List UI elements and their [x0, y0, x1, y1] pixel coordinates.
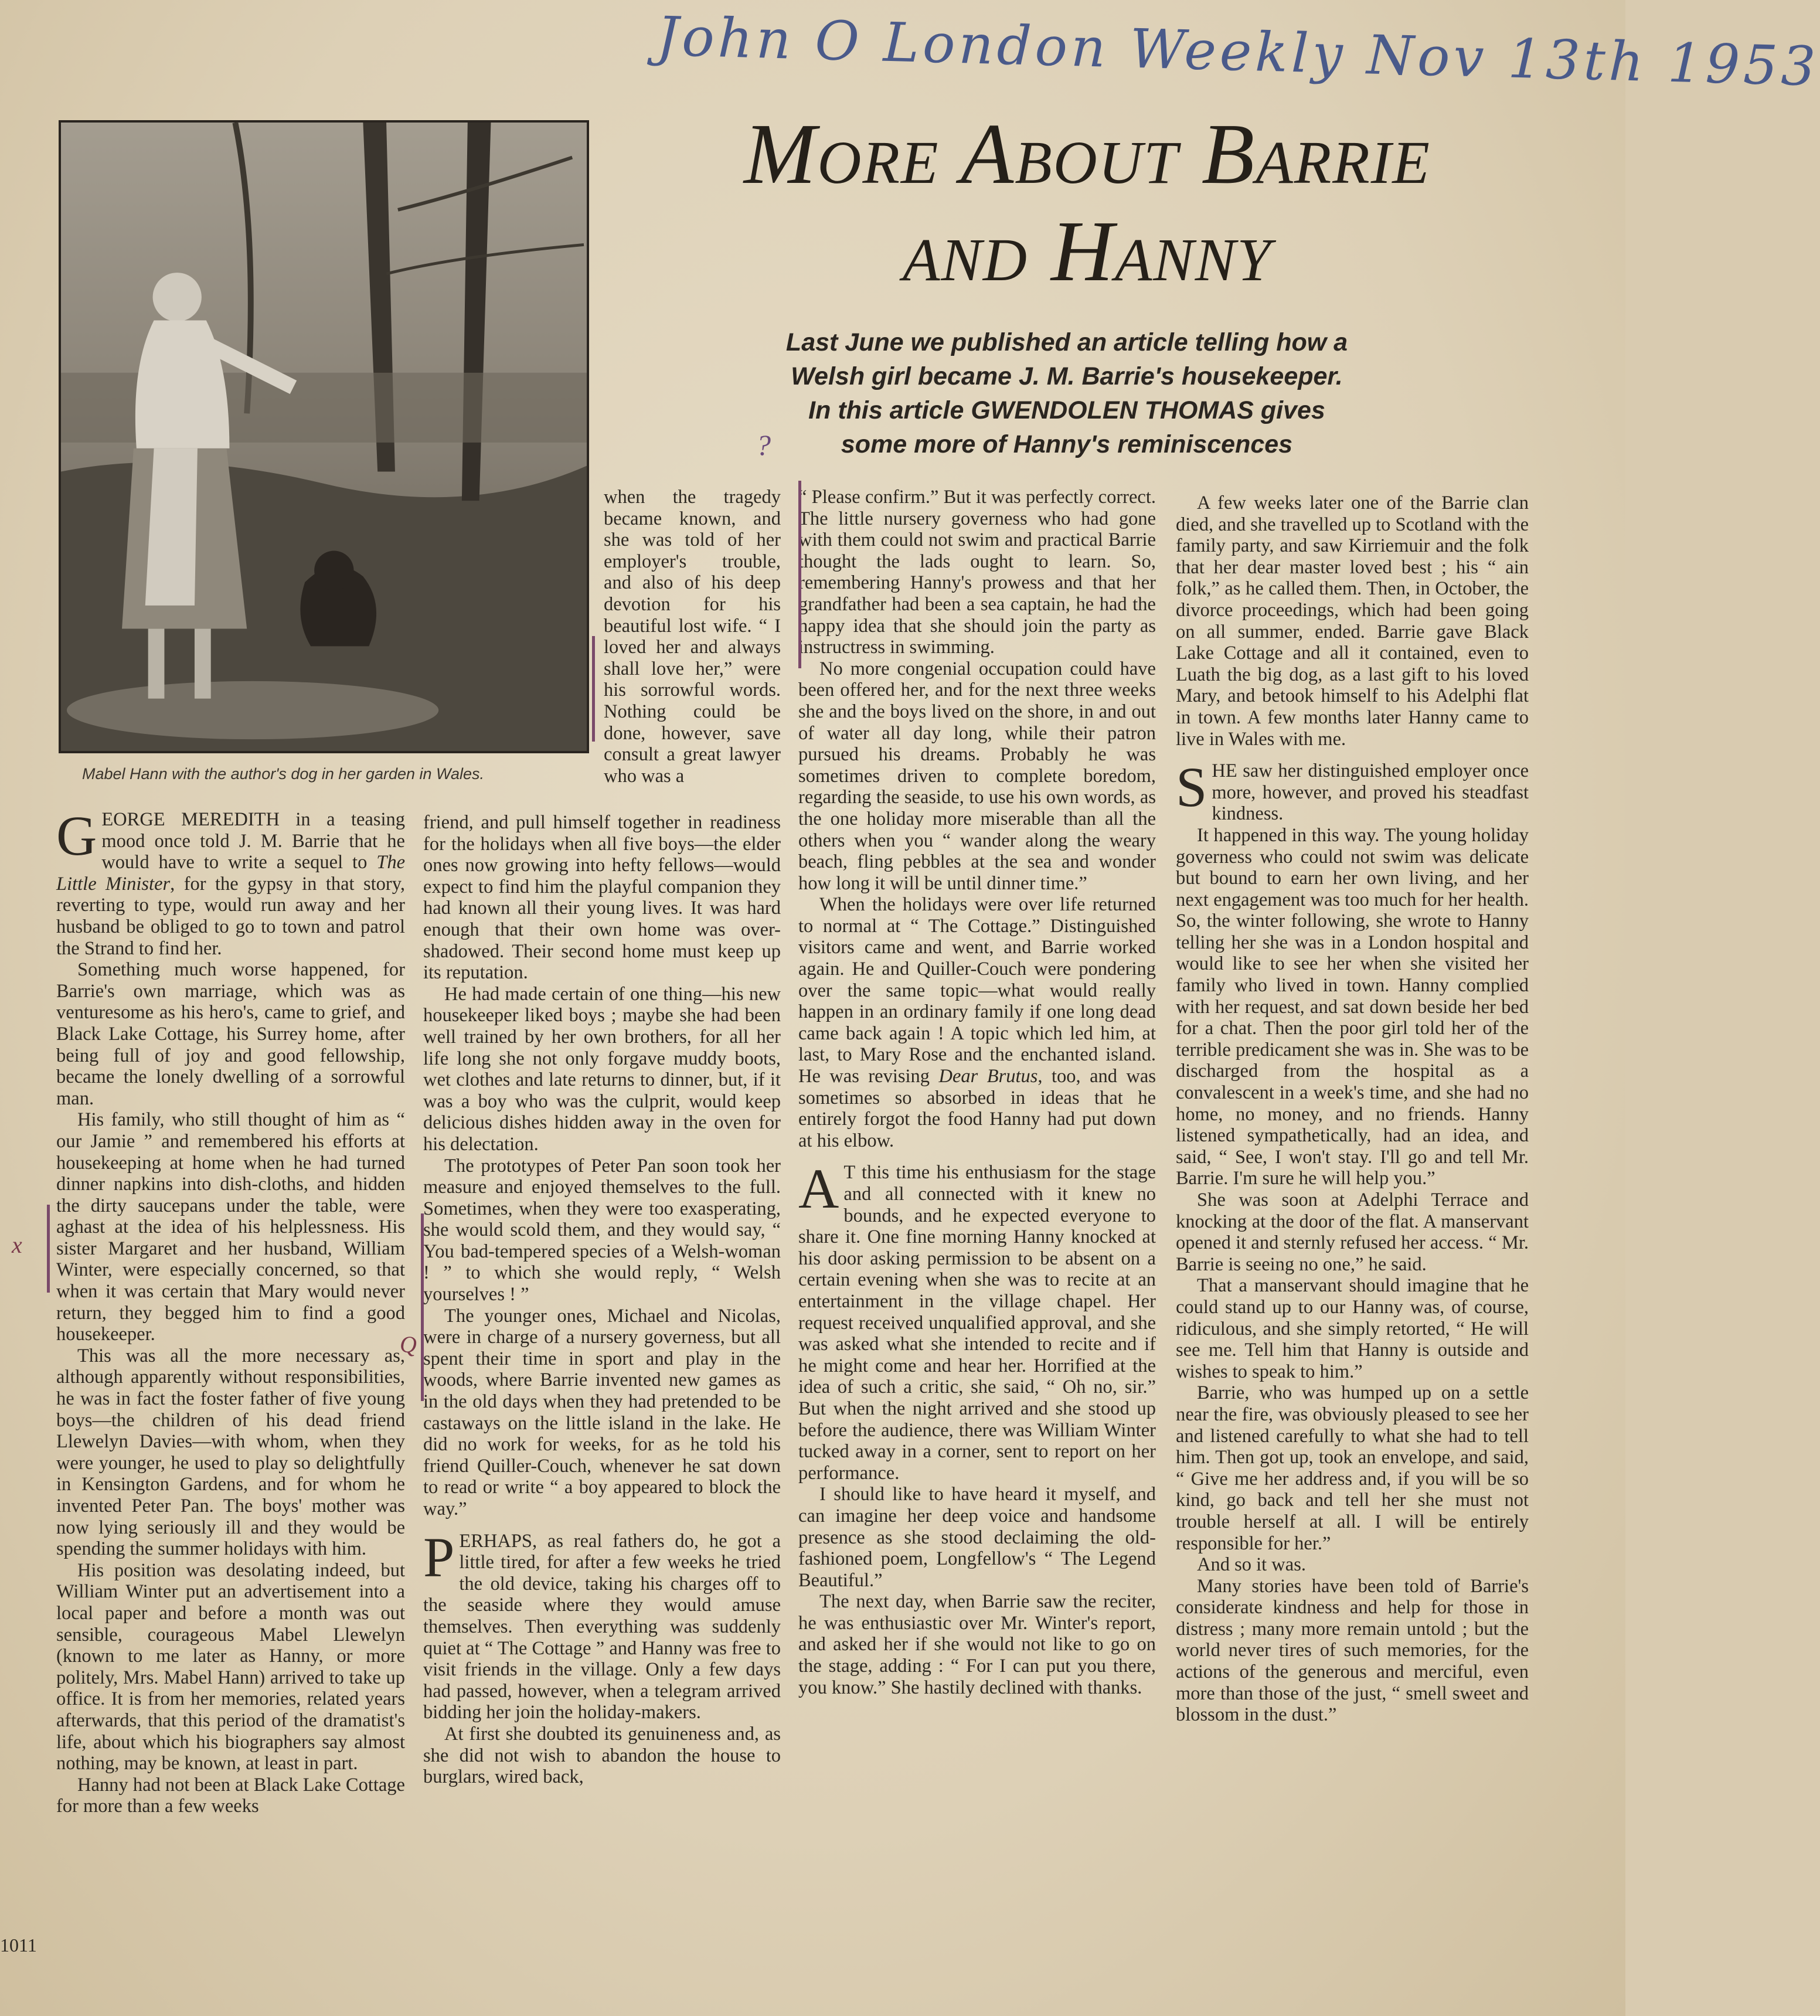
paragraph: Hanny had not been at Black Lake Cottage for more than a few weeks: [56, 1774, 405, 1817]
column-3: [798, 487, 1156, 1698]
column-4: [1176, 492, 1529, 1726]
paragraph: A few weeks later one of the Barrie clan died, and she travelled up to Scotland with the family party, and saw Kirriemuir and the folk that her dear master loved best ; his “ ain folk,” as he called them. Then, in October, the divorce proceedings, which had been going on all summer, ended. Barrie gave Black Lake Cottage and all it contained, even to Luath the big dog, as a last gift to his loved Mary, and betook himself to his Adelphi flat in town. A few months later Hanny came to live in Wales with me.: [1176, 492, 1529, 750]
book-title: The Little Minister: [56, 852, 405, 895]
drop-cap: G: [56, 804, 97, 867]
paragraph: No more congenial occupation could have been offered her, and for the next three weeks she and the boys lived on the shore, in and out of water all day long, while their patron pursued his dreams. Probably he was sometimes driven to complete boredom, regarding the seaside, to use his own words, as the one holiday more miserable than all the others when you “ wander along the weary beach, fling pebbles at the sea and wonder how long it will be until dinner time.”: [798, 658, 1156, 894]
pencil-bracket: [47, 1205, 50, 1293]
text-run: as real fathers do, he got a little tired, for after a few weeks he tried the old device, taking his charges off to the seaside where they would amuse themselves. Then everything was suddenly quiet at “ The Cottage ” and Hanny was free to visit friends in the village. Only a few days had passed, however, when a telegram arrived bidding her join the holiday-makers.: [423, 1530, 781, 1723]
headline-line-2: and Hanny: [903, 203, 1272, 300]
column-1: [56, 804, 405, 1817]
article-photo: [59, 120, 589, 753]
standfirst-line-4: some more of Hanny's reminiscences: [841, 430, 1293, 458]
text-run: HE saw her distinguished employer once more, however, and proved his steadfast kindness.: [1212, 760, 1529, 825]
pencil-bracket: [592, 636, 595, 742]
paragraph: [1176, 756, 1529, 825]
standfirst: [727, 325, 1407, 461]
handwritten-x-mark: x: [12, 1232, 22, 1258]
text-run: T this time his enthusiasm for the stage and all connected with it knew no bounds, and he expected everyone to share it. One fine morning Hanny knocked at his door asking permission to be absent on a certain evening when she was to recite at an entertainment in the village chapel. Her request received unqualified approval, and she was asked what she intended to recite and if he might come and hear her. Horrified at the idea of such a critic, she said, “ Oh no, sir.” But when the night arrived and she stood up before the audience, there was William Winter tucked away in a corner, sent to report on her performance.: [798, 1162, 1156, 1484]
pencil-bracket: [798, 481, 801, 668]
paragraph: It happened in this way. The young holiday governess who could not swim was delicate but bound to earn her own living, and her next engagement was too much for her health. So, the winter following, she wrote to Hanny telling her she was in a London hospital and would like to see her when she visited her family who lived in town. Hanny complied with her request, and sat down beside her bed for a chat. Then the poor girl told her of the terrible predicament she was in. She was to be discharged from the hospital as a convalescent in a week's time, and she had no home, no money, and no friends. Hanny listened sympathetically, had an idea, and said, “ See, I won't stay. I'll go and tell Mr. Barrie. I'm sure he will help you.”: [1176, 824, 1529, 1189]
paragraph: [798, 894, 1156, 1151]
text-run: , for the gypsy in that story, reverting to type, would run away and her husband be obliged to go to town and patrol the Strand to find her.: [56, 873, 405, 959]
paragraph: Many stories have been told of Barrie's considerate kindness and help for those in distress ; many more remain untold ; but the world never tires of such memories, for the actions of the generous and merciful, even more than those of the just, “ smell sweet and blossom in the dust.”: [1176, 1575, 1529, 1726]
handwritten-q-mark: Q: [400, 1331, 417, 1358]
paragraph: when the tragedy became known, and she was told of her employer's trouble, and also of his deep devotion for his beautiful lost wife. “ I loved her and always shall love her,” were his sorrowful words. Nothing could be done, however, save consult a great lawyer who was a: [604, 487, 781, 787]
column-2-top: [604, 487, 781, 787]
lead-in: EORGE MEREDITH: [101, 809, 280, 830]
paragraph: And so it was.: [1197, 1554, 1306, 1576]
text-run: , too, and was sometimes so absorbed in ideas that he entirely forgot the food Hanny had put down at his elbow.: [798, 1066, 1156, 1151]
paragraph: His position was desolating indeed, but William Winter put an advertisement into a local paper and before a month was out sensible, courageous Mabel Llewelyn (known to me later as Hanny, or more politely, Mrs. Mabel Hann) arrived to take up office. It is from her memories, related years afterwards, that this period of the dramatist's life, about which his biographers say almost nothing, may be known, at least in part.: [56, 1559, 405, 1774]
paragraph: This was all the more necessary as, although apparently without responsibilities, he was in fact the foster father of five young boys—the children of his dead friend Llewelyn Davies—with whom, when they were younger, he used to play so delightfully in Kensington Gardens, and for whom he invented Peter Pan. The boys' mother was now lying seriously ill and they would be spending the summer holidays with him.: [56, 1345, 405, 1560]
paragraph: His family, who still thought of him as “ our Jamie ” and remembered his efforts at housekeeping at home when he had turned dinner napkins into dish-cloths, and hidden the dirty saucepans under the table, were aghast at the idea of his helplessness. His sister Margaret and her husband, William Winter, were especially concerned, so that when it was certain that Mary would never return, they begged him to find a good housekeeper.: [56, 1109, 405, 1345]
pencil-bracket: [421, 1213, 424, 1401]
lead-in: ERHAPS,: [459, 1530, 538, 1552]
paragraph: friend, and pull himself together in readiness for the holidays when all five boys—the elder ones now growing into hefty fellows—would expect to find him the playful companion they had known all their young lives. It was hard enough that their own home was over-shadowed. Their second home must keep up its reputation.: [423, 812, 781, 984]
handwritten-question-mark: ?: [756, 429, 771, 461]
paragraph: She was soon at Adelphi Terrace and knocking at the door of the flat. A manservant opened it and sternly refused her access. “ Mr. Barrie is seeing no one,” he said.: [1176, 1189, 1529, 1275]
drop-cap: A: [798, 1157, 839, 1221]
handwritten-note: John O London Weekly Nov 13th 1953: [656, 5, 1820, 98]
paragraph: That a manservant should imagine that he could stand up to our Hanny was, of course, ridiculous, and she simply retorted, “ He will see me. Tell him that Hanny is outside and wishes to speak to him.”: [1176, 1275, 1529, 1382]
standfirst-line-2: Welsh girl became J. M. Barrie's housekeeper.: [791, 362, 1343, 390]
play-title: Dear Brutus: [938, 1066, 1038, 1087]
paragraph: He had made certain of one thing—his new housekeeper liked boys ; maybe she had been well trained by her own brothers, for all her life long she not only forgave muddy boots, wet clothes and late returns to dinner, but, if it was a boy who was the culprit, would keep delicious dishes hidden away in the oven for his delectation.: [423, 983, 781, 1155]
text-run: When the holidays were over life returned to normal at “ The Cottage.” Distinguished visitors came and went, and Barrie worked again. He and Quiller-Couch were pondering over the same topic—what would really happen in an ordinary family if one long dead came back again ! A topic which led him, at last, to Mary Rose and the enchanted island. He was revising: [798, 894, 1156, 1087]
paragraph: Barrie, who was humped up on a settle near the fire, was obviously pleased to see her and listened carefully to what she had to tell him. Then got up, took an envelope, and said, “ Give me her address and, if you will be so kind, go back and tell her she must not trouble herself at all. I will be entirely responsible for her.”: [1176, 1382, 1529, 1554]
paragraph: [798, 1157, 1156, 1484]
paragraph: I should like to have heard it myself, and can imagine her deep voice and handsome presence as she stood declaiming the old-fashioned poem, Longfellow's “ The Legend Beautiful.”: [798, 1484, 1156, 1591]
paragraph: The younger ones, Michael and Nicolas, were in charge of a nursery governess, but all spent their time in sport and play in the woods, where Barrie invented new games as in the old days when they had pretended to be castaways on the little island in the lake. He did no work for weeks, for as he told his friend Quiller-Couch, whenever he sat down to read or write “ a boy appeared to block the way.”: [423, 1305, 781, 1519]
page-number: 1011: [0, 1935, 37, 1956]
column-2: [423, 812, 781, 1788]
standfirst-line-3: In this article GWENDOLEN THOMAS gives: [808, 396, 1325, 424]
text-run: in a teasing mood once told J. M. Barrie that he would have to write a sequel to: [101, 809, 405, 873]
paragraph: “ Please confirm.” But it was perfectly correct. The little nursery governess who had gone with them could not swim and practical Barrie thought the lads ought to learn. So, remembering Hanny's prowess and that her grandfather had been a sea captain, he had the happy idea that she should join the party as instructress in swimming.: [798, 487, 1156, 658]
photo-caption: Mabel Hann with the author's dog in her garden in Wales.: [82, 765, 485, 783]
paragraph: At first she doubted its genuineness and, as she did not wish to abandon the house to burglars, wired back,: [423, 1723, 781, 1788]
paragraph: The next day, when Barrie saw the reciter, he was enthusiastic over Mr. Winter's report, and asked her if she would not like to go on the stage, adding : “ For I can put you there, you know.” She hastily declined with thanks.: [798, 1591, 1156, 1698]
drop-cap: P: [423, 1525, 455, 1589]
paragraph: The prototypes of Peter Pan soon took her measure and enjoyed themselves to the full. Sometimes, when they were too exasperating, she would scold them, and they would say, “ You bad-tempered species of a Welsh-woman ! ” to which she would reply, “ Welsh yourselves ! ”: [423, 1155, 781, 1306]
drop-cap: S: [1176, 756, 1207, 819]
paragraph: [423, 1525, 781, 1723]
headline-line-1: More About Barrie: [744, 106, 1431, 202]
headline: [613, 106, 1562, 300]
paragraph: [56, 804, 405, 959]
photo-image: [61, 123, 587, 751]
paragraph: Something much worse happened, for Barrie's own marriage, which was as venturesome as his hero's, came to grief, and Black Lake Cottage, his Surrey home, after being full of joy and good fellowship, became the lonely dwelling of a sorrowful man.: [56, 959, 405, 1109]
standfirst-line-1: Last June we published an article telling how a: [785, 328, 1348, 356]
